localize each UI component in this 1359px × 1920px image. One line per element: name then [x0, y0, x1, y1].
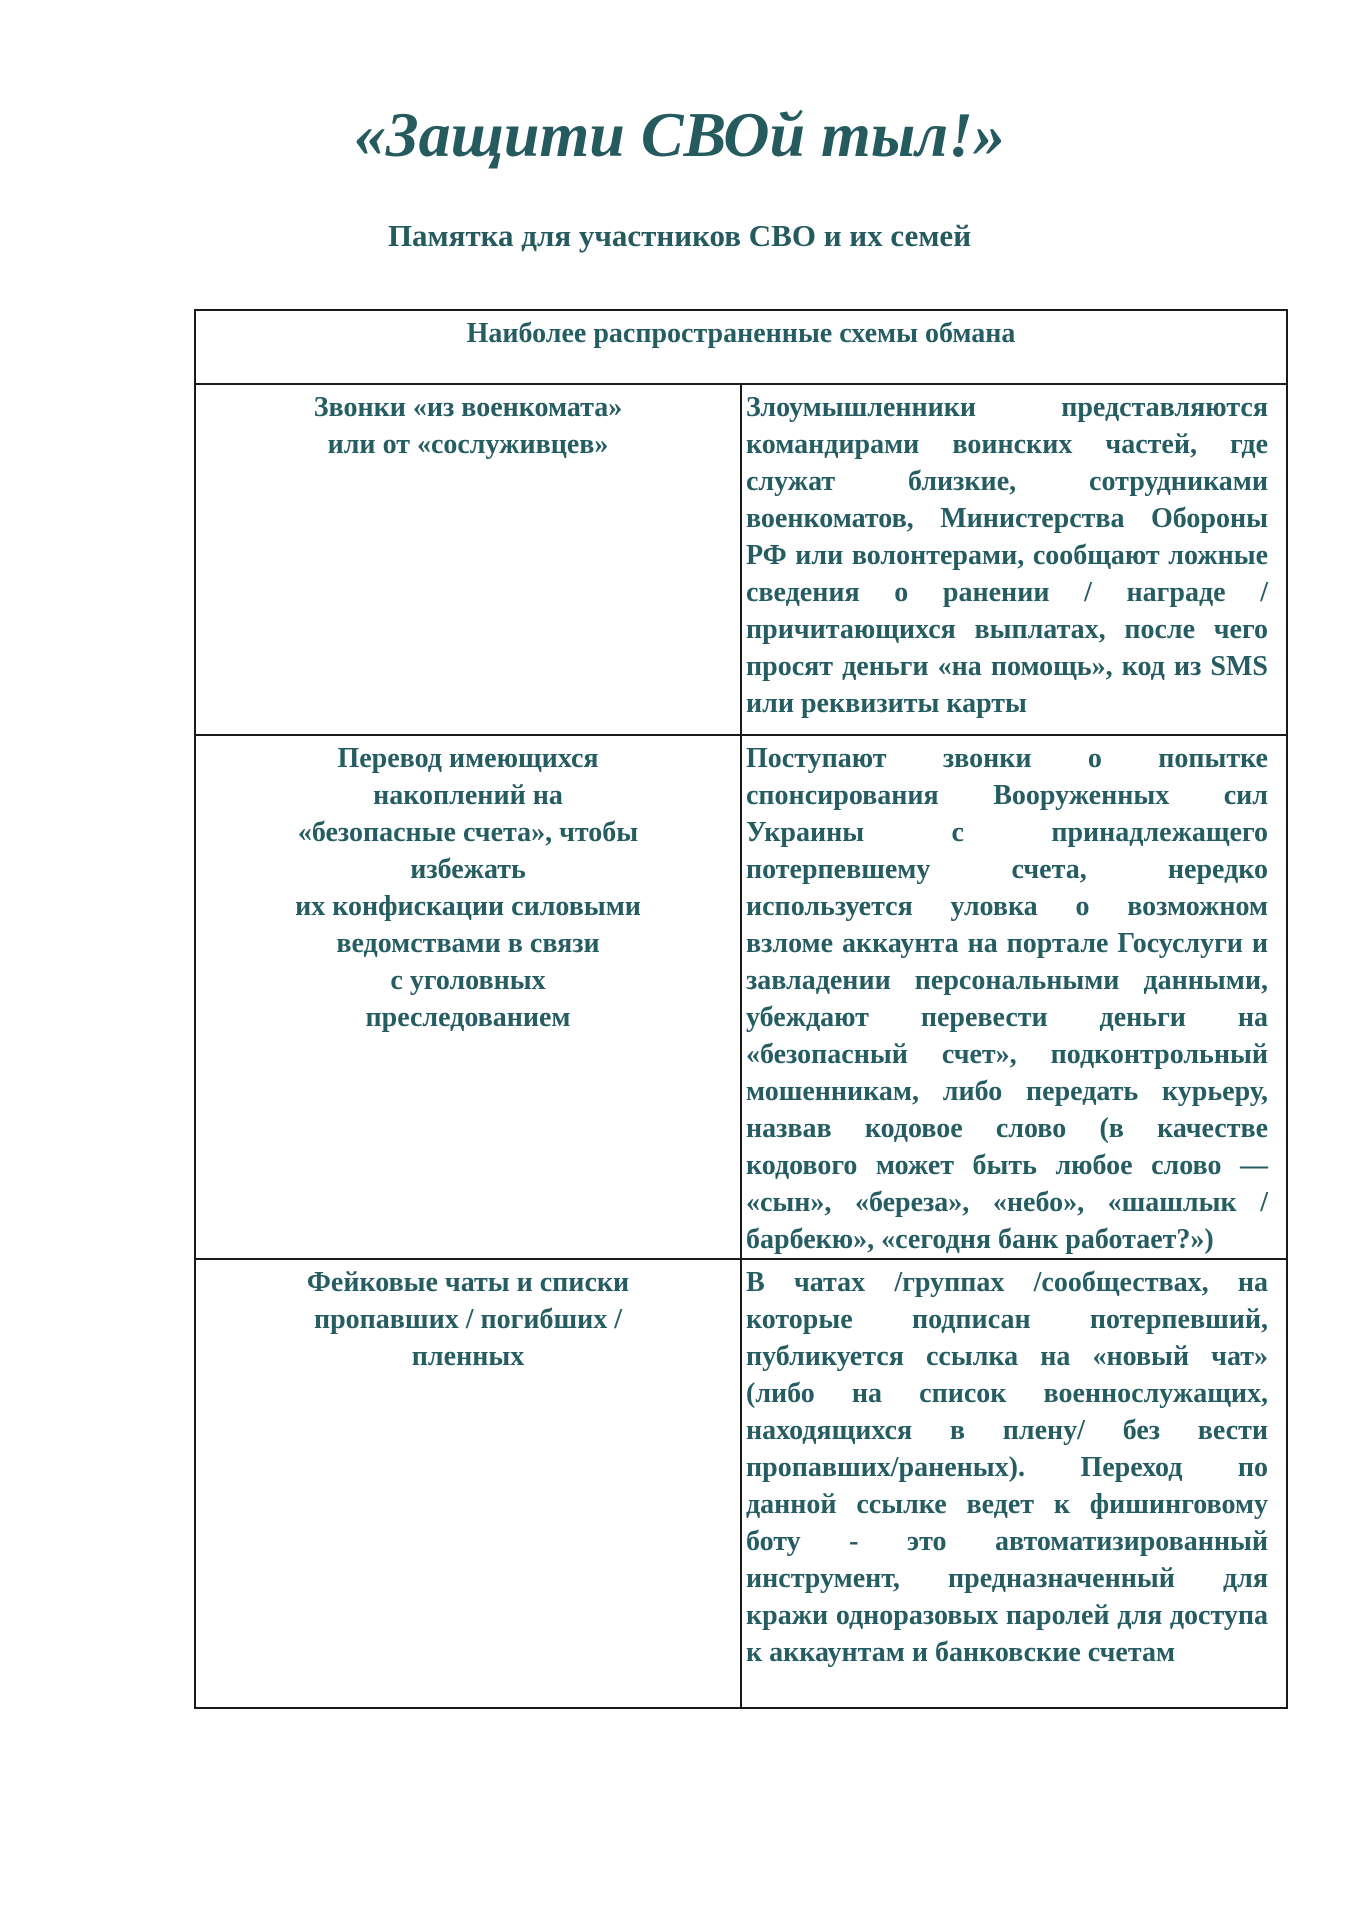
scheme-description-cell: Поступают звонки о попытке спонсирования Вооруженных сил Украины с принадлежащего потерпевшему счета, нередко используется уловка о возможном взломе аккаунта на портале Госуслуги и завладении персональными данными, убеждают перевести деньги на «безопасный счет», подконтрольный мошенникам, либо передать курьеру, назвав кодовое слово (в качестве кодового может быть любое слово — «сын», «береза», «небо», «шашлык / барбекю», «сегодня банк работает?») — [741, 735, 1287, 1259]
table-row — [195, 384, 1287, 735]
scheme-description-cell: Злоумышленники представляются командирами воинских частей, где служат близкие, сотрудниками военкоматов, Министерства Обороны РФ или волонтерами, сообщают ложные сведения о ранении / награде / причитающихся выплатах, после чего просят деньги «на помощь», код из SMS или реквизиты карты — [741, 384, 1287, 735]
scheme-name-line: пропавших / погибших / — [313, 1304, 623, 1335]
scheme-name-line: преследованием — [365, 1002, 571, 1033]
scheme-name-cell — [195, 1259, 741, 1708]
table-header-row — [195, 310, 1287, 384]
scheme-name-line: ведомствами в связи — [336, 928, 600, 959]
scheme-name-cell — [195, 735, 741, 1259]
table-header: Наиболее распространенные схемы обмана — [195, 310, 1287, 384]
scheme-name-line: с уголовных — [390, 965, 546, 996]
fraud-schemes-table — [194, 309, 1288, 1709]
scheme-name-line: накоплений на — [373, 780, 563, 811]
scheme-name-line: Звонки «из военкомата» — [313, 392, 623, 423]
scheme-description-cell: В чатах /группах /сообществах, на которые подписан потерпевший, публикуется ссылка на «новый чат» (либо на список военнослужащих, находящихся в плену/ без вести пропавших/раненых). Переход по данной ссылке ведет к фишинговому боту - это автоматизированный инструмент, предназначенный для кражи одноразовых паролей для доступа к аккаунтам и банковские счетам — [741, 1259, 1287, 1708]
scheme-name-line: или от «сослуживцев» — [327, 429, 609, 460]
scheme-name-line: Фейковые чаты и списки — [306, 1267, 630, 1298]
document-title: «Защити СВОй тыл!» — [354, 99, 1005, 170]
scheme-name-line: их конфискации силовыми — [295, 891, 641, 922]
scheme-name-line: Перевод имеющихся — [337, 743, 599, 774]
scheme-name-line: «безопасные счета», чтобы — [297, 817, 639, 848]
document-subtitle: Памятка для участников СВО и их семей — [387, 218, 972, 253]
table-row — [195, 735, 1287, 1259]
table-row — [195, 1259, 1287, 1708]
scheme-name-cell — [195, 384, 741, 735]
scheme-name-line: пленных — [411, 1341, 525, 1372]
scheme-name-line: избежать — [410, 854, 526, 885]
